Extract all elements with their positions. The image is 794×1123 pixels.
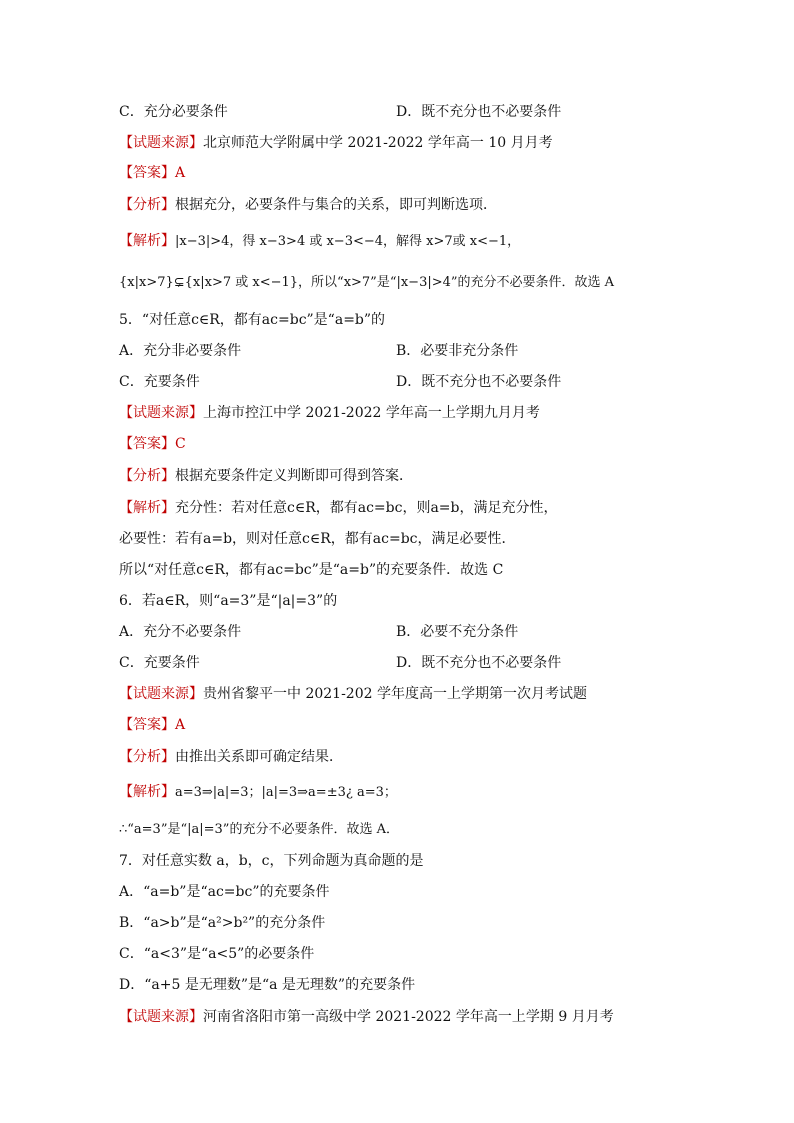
source-tag: 【试题来源】 xyxy=(119,135,203,151)
solution-text: 充分性：若对任意c∈R，都有ac=bc，则a=b，满足充分性， xyxy=(175,500,558,516)
solution-text: ∴“a=3”是“|a|=3”的充分不必要条件．故选 A． xyxy=(119,822,399,837)
source-tag: 【试题来源】 xyxy=(119,1009,203,1025)
answer-text: C xyxy=(175,436,186,452)
option-d: D．既不充分也不必要条件 xyxy=(396,655,562,671)
source-line xyxy=(119,402,540,424)
answer-tag: 【答案】 xyxy=(119,436,175,452)
source-text: 上海市控江中学 2021-2022 学年高一上学期九月月考 xyxy=(203,405,540,421)
answer-line xyxy=(119,714,185,736)
solution-line-2 xyxy=(119,271,614,293)
source-text: 贵州省黎平一中 2021-202 学年度高一上学期第一次月考试题 xyxy=(203,686,587,702)
solution-line xyxy=(119,781,397,803)
answer-text: A xyxy=(175,165,186,181)
answer-tag: 【答案】 xyxy=(119,165,175,181)
solution-line-3: 所以“对任意c∈R，都有ac=bc”是“a=b”的充要条件．故选 C xyxy=(119,562,504,578)
solution-line xyxy=(119,230,520,252)
analysis-text: 根据充分，必要条件与集合的关系，即可判断选项． xyxy=(175,197,497,213)
option-c: C．充要条件 xyxy=(119,374,200,390)
option-d: D．既不充分也不必要条件 xyxy=(396,104,562,120)
solution-line-2 xyxy=(119,818,399,840)
option-d: D．“a+5 是无理数”是“a 是无理数”的充要条件 xyxy=(119,977,416,993)
solution-tag: 【解析】 xyxy=(119,500,175,516)
source-line xyxy=(119,132,553,154)
source-line xyxy=(119,1006,614,1028)
source-text: 河南省洛阳市第一高级中学 2021-2022 学年高一上学期 9 月月考 xyxy=(203,1009,614,1025)
analysis-text: 由推出关系即可确定结果． xyxy=(175,749,343,765)
analysis-tag: 【分析】 xyxy=(119,197,175,213)
option-b: B．“a>b”是“a²>b²”的充分条件 xyxy=(119,915,326,931)
question-7-stem: 7．对任意实数 a，b，c，下列命题为真命题的是 xyxy=(119,853,424,869)
option-c: C．充要条件 xyxy=(119,655,200,671)
answer-tag: 【答案】 xyxy=(119,717,175,733)
option-b: B．必要不充分条件 xyxy=(396,624,519,640)
solution-text: |x−3|>4，得 x−3>4 或 x−3<−4，解得 x>7或 x<−1， xyxy=(175,234,521,249)
option-a: A．“a=b”是“ac=bc”的充要条件 xyxy=(119,884,330,900)
option-c: C．充分必要条件 xyxy=(119,104,228,120)
option-a: A．充分非必要条件 xyxy=(119,343,242,359)
analysis-text: 根据充要条件定义判断即可得到答案． xyxy=(175,468,413,484)
option-a: A．充分不必要条件 xyxy=(119,624,242,640)
answer-text: A xyxy=(175,717,186,733)
option-c: C．“a<3”是“a<5”的必要条件 xyxy=(119,946,315,962)
option-d: D．既不充分也不必要条件 xyxy=(396,374,562,390)
option-b: B．必要非充分条件 xyxy=(396,343,519,359)
question-5-stem: 5．“对任意c∈R，都有ac=bc”是“a=b”的 xyxy=(119,312,386,328)
analysis-line xyxy=(119,465,413,487)
source-tag: 【试题来源】 xyxy=(119,405,203,421)
analysis-tag: 【分析】 xyxy=(119,468,175,484)
analysis-tag: 【分析】 xyxy=(119,749,175,765)
analysis-line xyxy=(119,746,343,768)
answer-line xyxy=(119,433,186,455)
solution-tag: 【解析】 xyxy=(119,784,175,800)
solution-text: a=3⇒|a|=3；|a|=3⇒a=±3¿ a=3； xyxy=(175,785,397,800)
solution-line-2: 必要性：若有a=b，则对任意c∈R，都有ac=bc，满足必要性． xyxy=(119,531,516,547)
analysis-line xyxy=(119,194,497,216)
solution-tag: 【解析】 xyxy=(119,233,175,249)
answer-line xyxy=(119,162,185,184)
source-line xyxy=(119,683,587,705)
source-text: 北京师范大学附属中学 2021-2022 学年高一 10 月月考 xyxy=(203,135,553,151)
source-tag: 【试题来源】 xyxy=(119,686,203,702)
solution-line xyxy=(119,497,558,519)
question-6-stem: 6．若a∈R，则“a=3”是“|a|=3”的 xyxy=(119,593,338,609)
solution-text: {x|x>7}⊊{x|x>7 或 x<−1}，所以“x>7”是“|x−3|>4”的充分不必要条件．故选 A xyxy=(119,275,615,290)
